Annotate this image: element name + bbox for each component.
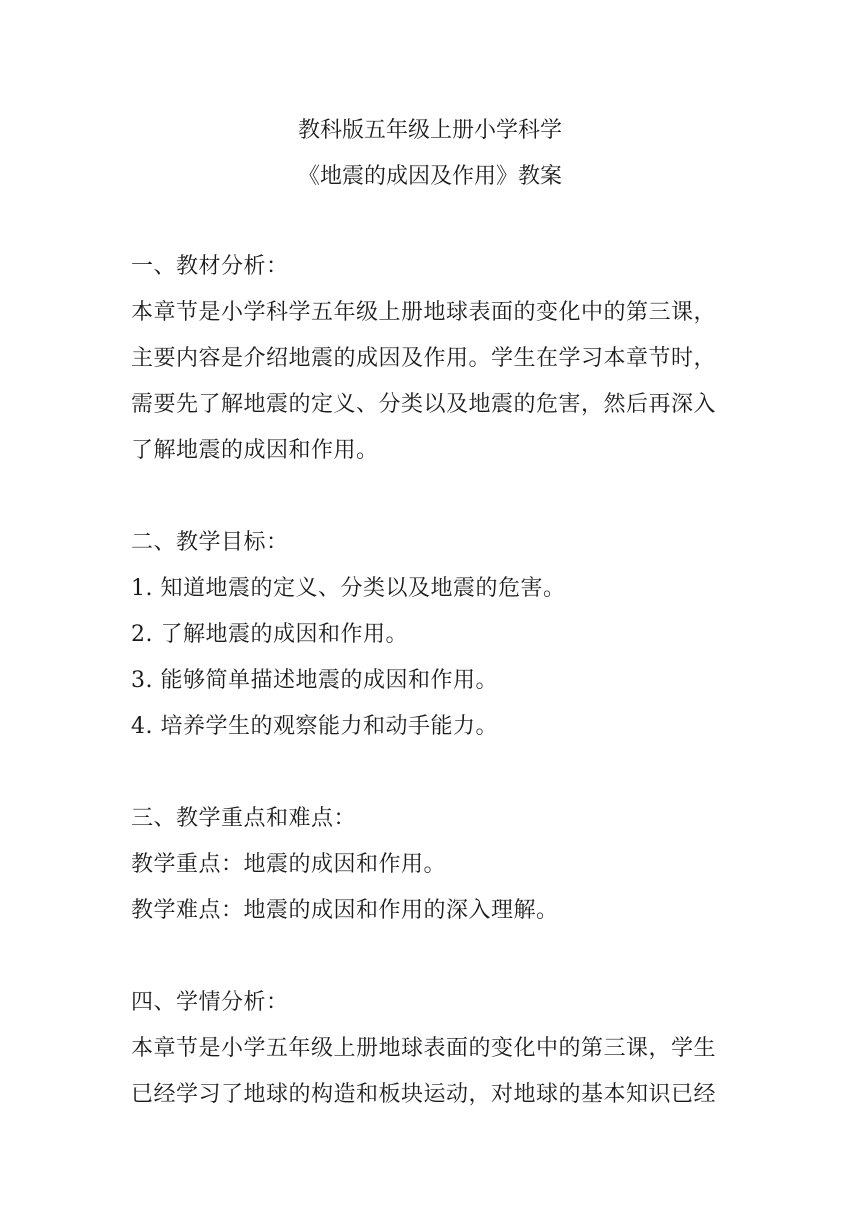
paragraph-line: 主要内容是介绍地震的成因及作用。学生在学习本章节时， (131, 346, 717, 371)
section-heading-textbook-analysis: 一、教材分析： (131, 254, 289, 279)
blank-line (131, 750, 736, 796)
blank-line (131, 474, 736, 520)
section-heading-learner-analysis: 四、学情分析： (131, 990, 289, 1015)
title-line-2: 《地震的成因及作用》教案 (297, 164, 562, 189)
section-heading-key-points: 三、教学重点和难点： (131, 806, 357, 831)
paragraph-line: 已经学习了地球的构造和板块运动，对地球的基本知识已经 (131, 1082, 717, 1107)
list-item: 3. 能够简单描述地震的成因和作用。 (131, 668, 498, 693)
paragraph-line: 本章节是小学科学五年级上册地球表面的变化中的第三课， (131, 300, 717, 325)
blank-line (131, 934, 736, 980)
teaching-difficulty: 教学难点：地震的成因和作用的深入理解。 (131, 898, 559, 923)
paragraph-line: 了解地震的成因和作用。 (131, 438, 379, 463)
document-title (0, 108, 860, 200)
list-item: 4. 培养学生的观察能力和动手能力。 (131, 714, 498, 739)
paragraph-line: 需要先了解地震的定义、分类以及地震的危害，然后再深入 (131, 392, 717, 417)
list-item: 2. 了解地震的成因和作用。 (131, 622, 408, 647)
section-heading-teaching-goals: 二、教学目标： (131, 530, 289, 555)
list-item: 1. 知道地震的定义、分类以及地震的危害。 (131, 576, 566, 601)
paragraph-line: 本章节是小学五年级上册地球表面的变化中的第三课，学生 (131, 1036, 717, 1061)
title-line-1: 教科版五年级上册小学科学 (297, 118, 562, 143)
document-body (131, 244, 736, 1118)
teaching-focus: 教学重点：地震的成因和作用。 (131, 852, 447, 877)
